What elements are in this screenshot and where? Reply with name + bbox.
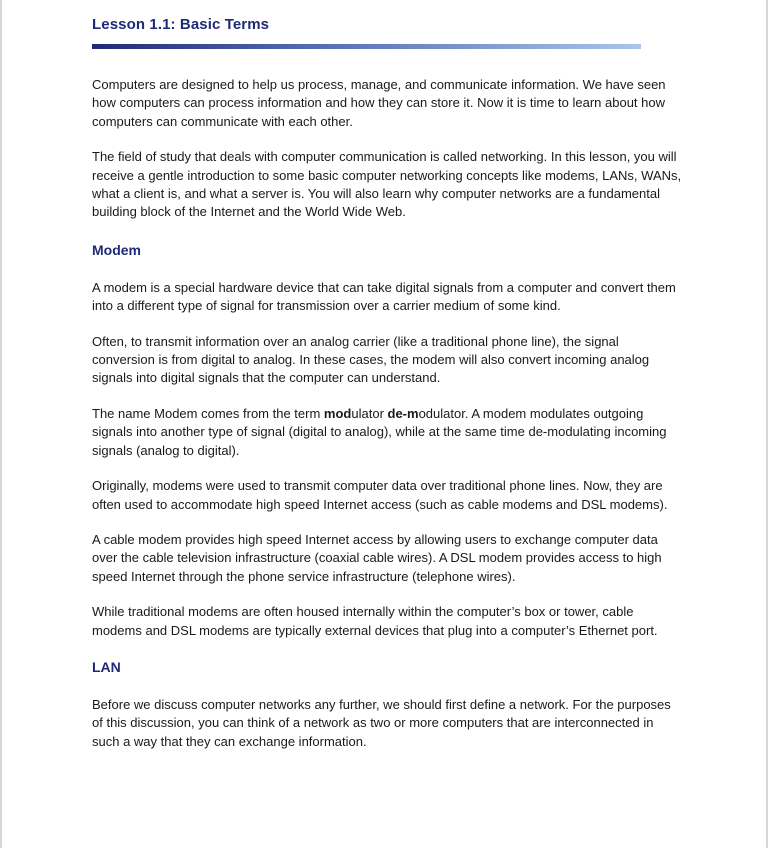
- title-underline-rule: [92, 44, 641, 49]
- modem-paragraph-2: Often, to transmit information over an analog carrier (like a traditional phone line), the signal conversion is from digital to analog. In these cases, the modem will also convert incoming analog signals into digital signals that the computer can understand.: [92, 333, 650, 386]
- page-edge-left: [0, 0, 2, 848]
- modem-p3-post: . A modem modulates outgoing signals into another type of signal (digital to analog), while at the same time de-modulating incoming signals (analog to digital).: [92, 405, 667, 458]
- modem-paragraph-3: [92, 405, 682, 460]
- intro-paragraph-1: Computers are designed to help us process, manage, and communicate information. We have seen how computers can process information and how they can store it. Now it is time to learn about how computers can communicate with each other.: [92, 77, 666, 129]
- modem-p3-dem-bold: de-m: [387, 405, 419, 421]
- modem-paragraph-6: While traditional modems are often housed internally within the computer’s box or tower, cable modems and DSL modems are typically external devices that plug into a computer’s Ethernet port.: [92, 604, 658, 638]
- modem-paragraph-4: Originally, modems were used to transmit computer data over traditional phone lines. Now, they are often used to accommodate high speed Internet access (such as cable modems and DSL modems).: [92, 478, 668, 512]
- document-body: [92, 14, 682, 751]
- modem-p3-dem-rest: odulator: [418, 405, 465, 421]
- modem-p3-mod-bold: mod: [323, 405, 352, 421]
- modem-paragraph-5: A cable modem provides high speed Internet access by allowing users to exchange computer data over the cable television infrastructure (coaxial cable wires). A DSL modem provides access to high speed Internet through the phone service infrastructure (telephone wires).: [92, 531, 662, 584]
- lesson-title: Lesson 1.1: Basic Terms: [92, 16, 270, 33]
- modem-p3-pre: The name Modem comes from the term: [92, 405, 324, 421]
- section-heading-modem: Modem: [92, 241, 141, 258]
- intro-paragraph-2: The field of study that deals with computer communication is called networking. In this lesson, you will receive a gentle introduction to some basic computer networking concepts like modems, LANs, WANs, what a client is, and what a server is. You will also learn why computer networks are a fundamental building block of the Internet and the World Wide Web.: [92, 149, 682, 220]
- modem-paragraph-1: A modem is a special hardware device that can take digital signals from a computer and convert them into a different type of signal for transmission over a carrier medium of some kind.: [92, 279, 676, 314]
- lan-paragraph-1: Before we discuss computer networks any further, we should first define a network. For the purposes of this discussion, you can think of a network as two or more computers that are interconnected in such a way that they can exchange information.: [92, 696, 671, 749]
- modem-p3-mod-rest: ulator: [351, 405, 388, 421]
- section-heading-lan: LAN: [92, 658, 121, 675]
